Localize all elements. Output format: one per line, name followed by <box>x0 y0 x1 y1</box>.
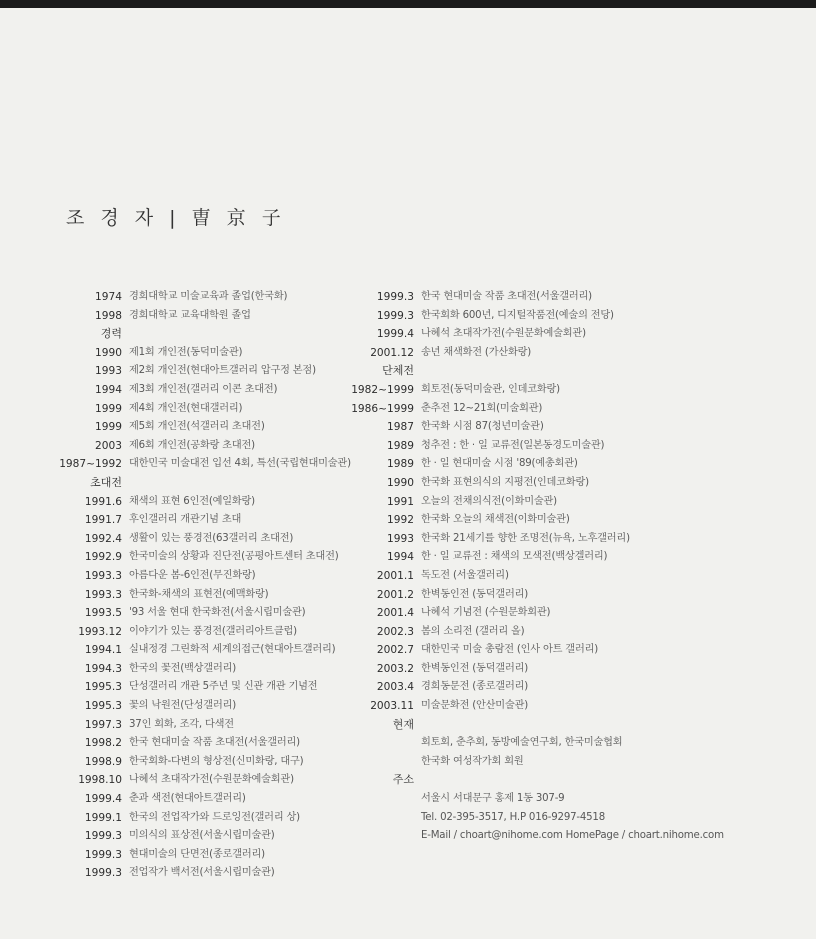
career-entry <box>308 493 808 512</box>
entry-text: 한국의 꽃전(백상갤러리) <box>129 662 236 674</box>
entry-text: 경희동문전 (종로갤러리) <box>421 681 528 693</box>
entry-year: 1986~1999 <box>351 402 414 415</box>
career-entry <box>308 418 808 437</box>
entry-text: 한 · 일 현대미술 시점 '89(예총회관) <box>421 458 578 470</box>
entry-text: 후인갤러리 개관기념 초대 <box>129 514 242 526</box>
entry-year: 1991.6 <box>84 495 122 508</box>
entry-text: 미의식의 표상전(서울시립미술관) <box>129 830 275 842</box>
entry-year: 2003.11 <box>370 700 414 713</box>
entry-text: 춘추전 12~21회(미술회관) <box>421 402 543 414</box>
entry-year: 1992.4 <box>84 532 122 545</box>
career-entry <box>308 511 808 530</box>
entry-year: 1994.1 <box>84 644 122 657</box>
career-entry <box>308 455 808 474</box>
info-line <box>308 734 808 753</box>
entry-text: 꽃의 낙원전(단성갤러리) <box>129 700 236 712</box>
info-line <box>308 753 808 772</box>
entry-text: 한국회화-다변의 형상전(신미화랑, 대구) <box>129 755 304 767</box>
career-entry <box>308 586 808 605</box>
entry-year: 1999 <box>95 402 122 415</box>
entry-year: 1993 <box>387 532 414 545</box>
career-entry <box>308 660 808 679</box>
info-text: 서울시 서대문구 홍제 1동 307-9 <box>421 793 565 805</box>
entry-year: 1990 <box>387 476 414 489</box>
entry-text: 한국미술의 상황과 진단전(공평아트센터 초대전) <box>129 551 339 563</box>
entry-text: 한국회화 600년, 디지털작품전(예술의 전당) <box>421 309 614 321</box>
entry-year: 1995.3 <box>84 681 122 694</box>
info-line <box>308 809 808 828</box>
career-entry <box>308 344 808 363</box>
entry-text: 한국의 전업작가와 드로잉전(갤러리 상) <box>129 811 300 823</box>
entry-text: 한국화 시점 87(청년미술관) <box>421 421 544 433</box>
section-heading <box>308 771 808 790</box>
career-entry <box>308 474 808 493</box>
career-entry <box>308 307 808 326</box>
info-text: 한국화 여성작가회 회원 <box>421 755 524 767</box>
entry-year: 1998 <box>95 309 122 322</box>
section-heading-label: 단체전 <box>382 364 414 378</box>
entry-year: 1999.4 <box>376 328 414 341</box>
entry-year: 2001.1 <box>376 569 414 582</box>
entry-text: 봄의 소리전 (갤러리 올) <box>421 625 525 637</box>
entry-year: 1993.3 <box>84 569 122 582</box>
entry-text: 청추전 : 한 · 일 교류전(일본동경도미술관) <box>421 439 605 451</box>
entry-text: 한국 현대미술 작품 초대전(서울갤러리) <box>129 737 300 749</box>
entry-year: 1994 <box>95 383 122 396</box>
entry-text: 전업작가 백서전(서울시립미술관) <box>129 867 275 879</box>
entry-year: 1999.3 <box>84 867 122 880</box>
entry-year: 2003 <box>95 439 122 452</box>
career-entry <box>308 604 808 623</box>
entry-year: 1998.9 <box>84 755 122 768</box>
entry-text: 제4회 개인전(현대갤러리) <box>129 402 243 414</box>
entry-year: 1990 <box>95 346 122 359</box>
entry-text: 대한민국 미술대전 입선 4회, 특선(국립현대미술관) <box>129 458 351 470</box>
section-heading-label: 현재 <box>392 717 414 731</box>
entry-text: 독도전 (서울갤러리) <box>421 569 509 581</box>
entry-text: 춘과 색전(현대아트갤러리) <box>129 793 246 805</box>
entry-text: 나혜석 기념전 (수원문화회관) <box>421 607 551 619</box>
entry-text: 송년 채색화전 (가산화랑) <box>421 346 532 358</box>
entry-year: 2001.4 <box>376 607 414 620</box>
section-heading-label: 초대전 <box>90 475 122 489</box>
entry-text: 대한민국 미술 총람전 (인사 아트 갤러리) <box>421 644 598 656</box>
entry-year: 1989 <box>387 439 414 452</box>
entry-year: 1991 <box>387 495 414 508</box>
entry-year: 2003.4 <box>376 681 414 694</box>
entry-year: 1987~1992 <box>59 458 122 471</box>
entry-year: 1999.3 <box>376 309 414 322</box>
entry-year: 1993.3 <box>84 588 122 601</box>
entry-year: 1998.2 <box>84 737 122 750</box>
entry-year: 1992.9 <box>84 551 122 564</box>
career-entry <box>40 846 390 865</box>
entry-text: 채색의 표현 6인전(예일화랑) <box>129 495 255 507</box>
career-entry <box>308 530 808 549</box>
entry-year: 1999.4 <box>84 793 122 806</box>
entry-text: 한 · 일 교류전 : 채색의 모색전(백상겔러리) <box>421 551 608 563</box>
section-heading-label: 주소 <box>392 773 414 787</box>
entry-text: 제5회 개인전(석갤러리 초대전) <box>129 421 265 433</box>
entry-year: 1994 <box>387 551 414 564</box>
entry-text: 제2회 개인전(현대아트갤러리 압구정 본점) <box>129 365 316 377</box>
entry-text: 회토전(동덕미술관, 인데코화랑) <box>421 383 560 395</box>
entry-text: 37인 회화, 조각, 다색전 <box>129 718 234 730</box>
entry-year: 1993.12 <box>78 625 122 638</box>
entry-text: 한벽동인전 (동덕갤러리) <box>421 588 528 600</box>
career-entry <box>308 623 808 642</box>
entry-text: 한국 현대미술 작품 초대전(서울갤러리) <box>421 291 592 302</box>
info-text: Tel. 02-395-3517, H.P 016-9297-4518 <box>421 811 605 823</box>
entry-text: 제3회 개인전(갤러리 이콘 초대전) <box>129 383 278 395</box>
entry-year: 2003.2 <box>376 662 414 675</box>
entry-year: 1997.3 <box>84 718 122 731</box>
entry-year: 2001.2 <box>376 588 414 601</box>
entry-year: 1993 <box>95 365 122 378</box>
entry-year: 1999.3 <box>84 848 122 861</box>
career-entry <box>308 641 808 660</box>
section-heading-label: 경력 <box>100 327 122 341</box>
entry-text: 단성갤러리 개관 5주년 및 신관 개관 기념전 <box>129 681 318 693</box>
entry-year: 1994.3 <box>84 662 122 675</box>
entry-text: 실내정경 그린화적 세계의접근(현대아트갤러리) <box>129 644 336 656</box>
entry-text: 생활이 있는 풍경전(63갤러리 초대전) <box>129 532 294 544</box>
entry-year: 1992 <box>387 514 414 527</box>
career-entry <box>308 678 808 697</box>
entry-year: 1974 <box>95 291 122 303</box>
entry-text: 한국화 오늘의 채색전(이화미술관) <box>421 514 570 526</box>
info-text: E-Mail / choart@nihome.com HomePage / choart.nihome.com <box>421 830 724 842</box>
entry-text: 오늘의 전채의식전(이화미술관) <box>421 495 557 507</box>
page-title: 조 경 자 | 曺 京 子 <box>66 207 286 229</box>
career-entry <box>308 288 808 307</box>
career-entry <box>40 864 390 883</box>
info-text: 회토회, 춘추회, 동방예술연구회, 한국미술협회 <box>421 737 623 749</box>
entry-year: 2002.7 <box>376 644 414 657</box>
info-line <box>308 790 808 809</box>
entry-text: 제6회 개인전(공화랑 초대전) <box>129 439 255 451</box>
info-line <box>308 827 808 846</box>
entry-text: 한국화-채색의 표현전(예맥화랑) <box>129 588 269 600</box>
entry-text: 한벽동인전 (동덕갤러리) <box>421 662 528 674</box>
entry-text: 나혜석 초대작가전(수원문화예술회관) <box>421 328 586 340</box>
entry-text: 경희대학교 교육대학원 졸업 <box>129 309 251 321</box>
career-entry <box>308 548 808 567</box>
entry-year: 1998.10 <box>78 774 122 787</box>
career-entry <box>308 567 808 586</box>
section-heading <box>308 362 808 381</box>
entry-text: 제1회 개인전(동덕미술관) <box>129 346 243 358</box>
career-entry <box>308 400 808 419</box>
entry-year: 2001.12 <box>370 346 414 359</box>
entry-text: 이야기가 있는 풍경전(갤러리아트클럽) <box>129 625 297 637</box>
entry-text: '93 서울 현대 한국화전(서울시립미술관) <box>129 607 306 619</box>
entry-year: 1982~1999 <box>351 383 414 396</box>
section-heading <box>308 716 808 735</box>
career-entry <box>308 437 808 456</box>
career-entry <box>308 325 808 344</box>
career-entry <box>308 381 808 400</box>
entry-text: 경희대학교 미술교육과 졸업(한국화) <box>129 291 288 302</box>
career-entry <box>308 697 808 716</box>
entry-year: 1989 <box>387 458 414 471</box>
entry-year: 1999.3 <box>376 291 414 303</box>
entry-year: 1999.1 <box>84 811 122 824</box>
entry-text: 나혜석 초대작가전(수원문화예술회관) <box>129 774 294 786</box>
entry-year: 1987 <box>387 421 414 434</box>
career-column-right <box>308 288 808 846</box>
entry-year: 1999 <box>95 421 122 434</box>
entry-text: 아름다운 봄-6인전(무진화랑) <box>129 569 256 581</box>
entry-year: 1993.5 <box>84 607 122 620</box>
entry-year: 2002.3 <box>376 625 414 638</box>
page-top-edge <box>0 0 816 8</box>
entry-text: 미술문화전 (안산미술관) <box>421 700 528 712</box>
entry-text: 현대미술의 단면전(종로갤러리) <box>129 848 265 860</box>
entry-year: 1995.3 <box>84 700 122 713</box>
entry-year: 1991.7 <box>84 514 122 527</box>
entry-text: 한국화 21세기를 향한 조명전(뉴욕, 노후갤러리) <box>421 532 630 544</box>
entry-year: 1999.3 <box>84 830 122 843</box>
entry-text: 한국화 표현의식의 지평전(인데코화랑) <box>421 476 589 488</box>
